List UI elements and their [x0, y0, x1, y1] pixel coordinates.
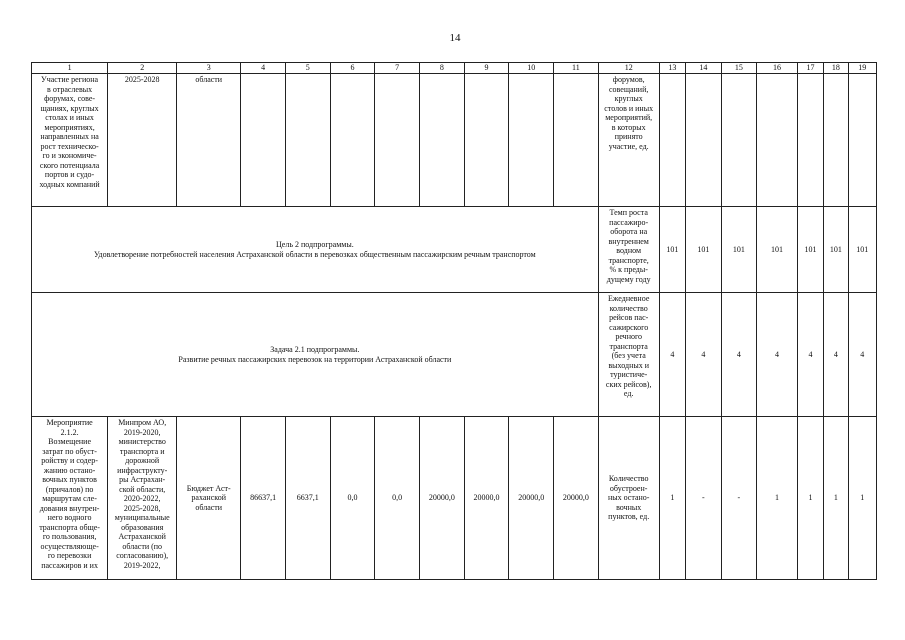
value-cell: 101 — [824, 207, 848, 293]
table-cell — [659, 74, 685, 207]
activity-name-cell: Участие региона в отраслевых форумах, сове- щаниях, круглых столах и иных мероприятиях, направленных на рост техническо- го и экономиче- ского потенциала портов и судо- ходных компаний — [32, 74, 108, 207]
value-cell: 101 — [848, 207, 876, 293]
column-number: 13 — [659, 63, 685, 74]
column-number: 17 — [797, 63, 823, 74]
value-cell: 1 — [797, 417, 823, 580]
indicator-cell: Ежедневное количество рейсов пас- сажирского речного транспорта (без учета выходных и туристиче- ских рейсов), ед. — [598, 293, 659, 417]
activity-name-cell: Мероприятие 2.1.2. Возмещение затрат по обуст- ройству и содер- жанию остано- вочных пунктов (причалов) по маршрутам сле- дования внутрен- него водного транспорта обще- го пользования, осуществляюще- го перевозки пассажиров и их — [32, 417, 108, 580]
table-row — [32, 207, 877, 293]
column-number: 6 — [330, 63, 375, 74]
value-cell: - — [686, 417, 722, 580]
table-cell — [848, 74, 876, 207]
amount-cell: 20000,0 — [509, 417, 554, 580]
table-cell — [330, 74, 375, 207]
amount-cell: 20000,0 — [554, 417, 599, 580]
value-cell: 4 — [659, 293, 685, 417]
column-number-row — [32, 63, 877, 74]
value-cell: 1 — [848, 417, 876, 580]
table-cell — [757, 74, 798, 207]
amount-cell: 20000,0 — [464, 417, 509, 580]
table-cell — [375, 74, 420, 207]
indicator-cell: Темп роста пассажиро- оборота на внутреннем водном транспорте, % к преды- дущему году — [598, 207, 659, 293]
executor-cell: 2025-2028 — [108, 74, 177, 207]
value-cell: 1 — [757, 417, 798, 580]
value-cell: 101 — [757, 207, 798, 293]
table-cell — [824, 74, 848, 207]
indicator-cell: Количество обустроен- ных остано- вочных пунктов, ед. — [598, 417, 659, 580]
table-cell — [509, 74, 554, 207]
column-number: 14 — [686, 63, 722, 74]
column-number: 10 — [509, 63, 554, 74]
program-table — [31, 62, 877, 580]
funding-source-cell: области — [177, 74, 241, 207]
table-cell — [797, 74, 823, 207]
value-cell: 4 — [721, 293, 757, 417]
column-number: 7 — [375, 63, 420, 74]
column-number: 16 — [757, 63, 798, 74]
goal-cell: Цель 2 подпрограммы. Удовлетворение потребностей населения Астраханской области в перевозках общественным пассажирским речным транспортом — [32, 207, 599, 293]
amount-cell: 86637,1 — [241, 417, 286, 580]
column-number: 15 — [721, 63, 757, 74]
value-cell: 101 — [659, 207, 685, 293]
value-cell: 1 — [659, 417, 685, 580]
table-cell — [554, 74, 599, 207]
column-number: 4 — [241, 63, 286, 74]
value-cell: 4 — [757, 293, 798, 417]
column-number: 18 — [824, 63, 848, 74]
column-number: 19 — [848, 63, 876, 74]
task-cell: Задача 2.1 подпрограммы. Развитие речных пассажирских перевозок на территории Астраханской области — [32, 293, 599, 417]
column-number: 3 — [177, 63, 241, 74]
funding-source-cell: Бюджет Аст- раханской области — [177, 417, 241, 580]
value-cell: 1 — [824, 417, 848, 580]
column-number: 5 — [285, 63, 330, 74]
column-number: 11 — [554, 63, 599, 74]
table-cell — [419, 74, 464, 207]
column-number: 2 — [108, 63, 177, 74]
executor-cell: Минпром АО, 2019-2020, министерство транспорта и дорожной инфраструкту- ры Астрахан- ской области, 2020-2022, 2025-2028, муниципальные образования Астраханской области (по согласованию), 2019-2022, — [108, 417, 177, 580]
column-number: 8 — [419, 63, 464, 74]
value-cell: - — [721, 417, 757, 580]
table-row — [32, 293, 877, 417]
column-number: 1 — [32, 63, 108, 74]
value-cell: 4 — [824, 293, 848, 417]
value-cell: 4 — [686, 293, 722, 417]
value-cell: 4 — [797, 293, 823, 417]
column-number: 12 — [598, 63, 659, 74]
table-cell — [241, 74, 286, 207]
table-row — [32, 74, 877, 207]
column-number: 9 — [464, 63, 509, 74]
indicator-cell: форумов, совещаний, круглых столов и иных мероприятий, в которых принято участие, ед. — [598, 74, 659, 207]
value-cell: 101 — [721, 207, 757, 293]
amount-cell: 0,0 — [375, 417, 420, 580]
table-row — [32, 417, 877, 580]
table-cell — [686, 74, 722, 207]
table-cell — [721, 74, 757, 207]
value-cell: 101 — [686, 207, 722, 293]
amount-cell: 0,0 — [330, 417, 375, 580]
amount-cell: 6637,1 — [285, 417, 330, 580]
table-cell — [464, 74, 509, 207]
amount-cell: 20000,0 — [419, 417, 464, 580]
value-cell: 4 — [848, 293, 876, 417]
table-cell — [285, 74, 330, 207]
value-cell: 101 — [797, 207, 823, 293]
page-number: 14 — [449, 32, 461, 44]
